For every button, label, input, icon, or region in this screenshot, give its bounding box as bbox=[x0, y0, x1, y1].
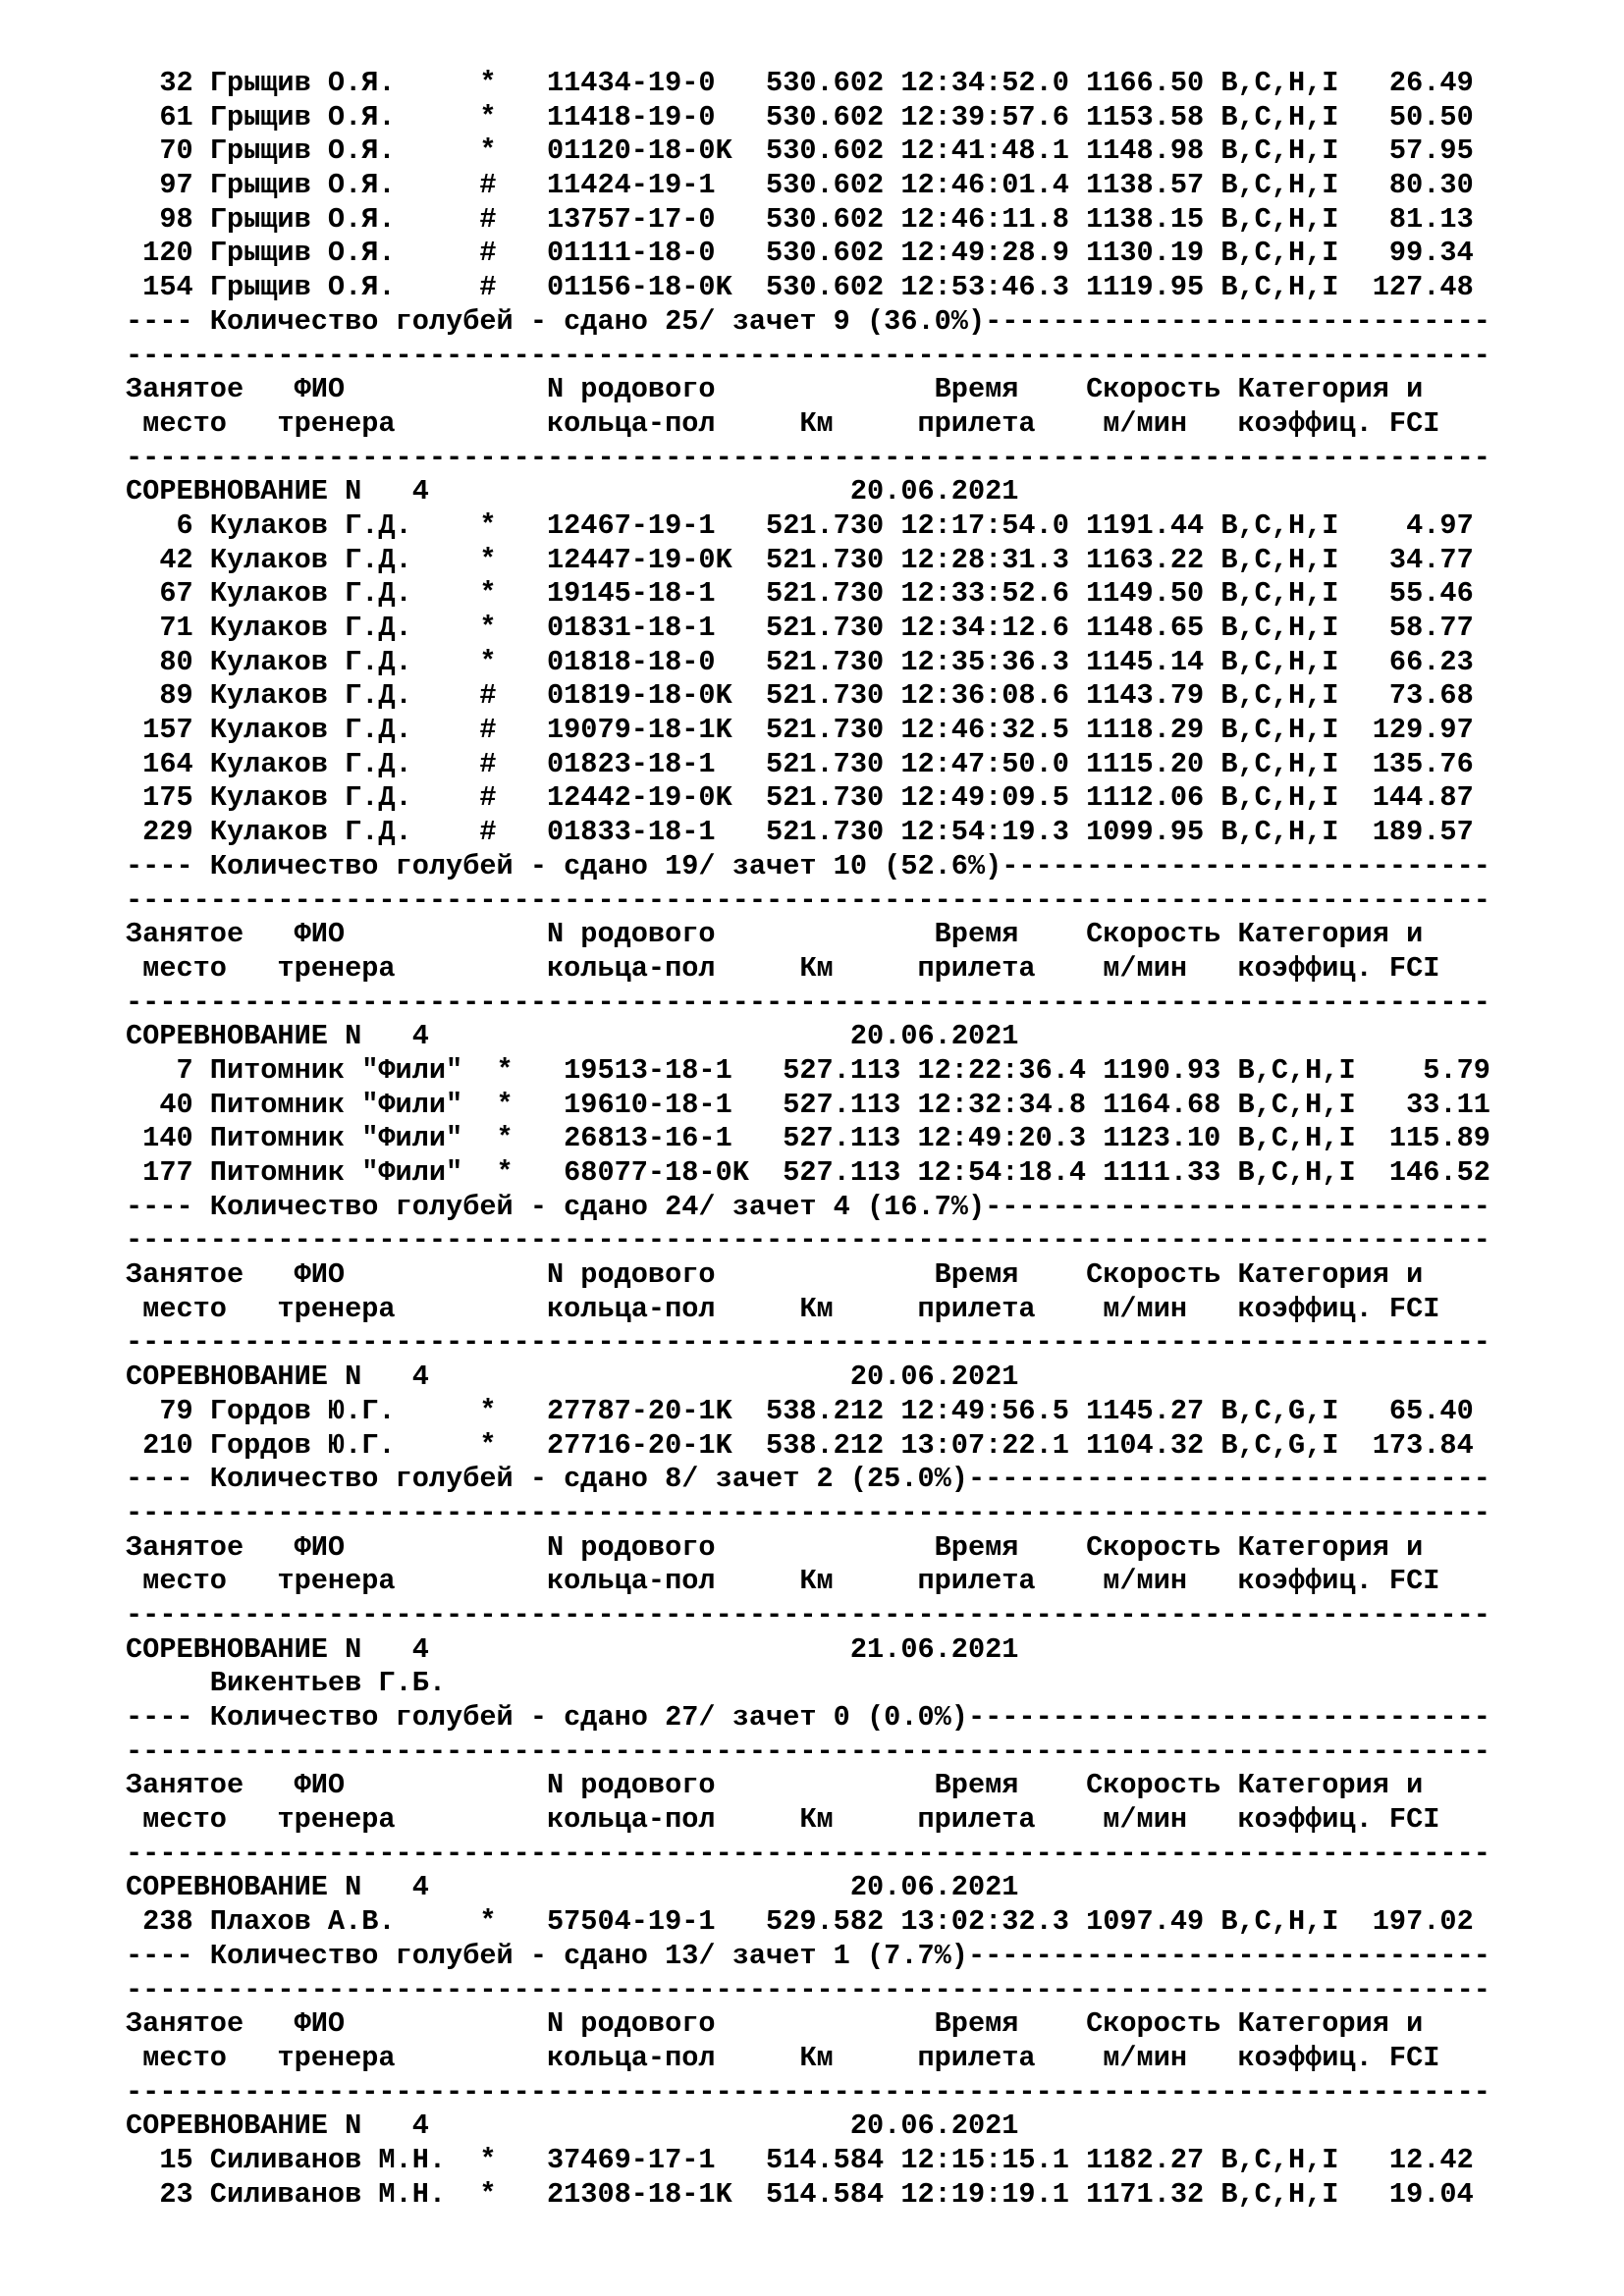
result-row: 229 Кулаков Г.Д. # 01833-18-1 521.730 12:54:19.3 1099.95 B,C,H,I 189.57 bbox=[126, 816, 1474, 849]
column-header-line: место тренера кольца-пол Км прилета м/мин коэффиц. FCI bbox=[126, 1292, 1440, 1325]
competition-header-line: СОРЕВНОВАНИЕ N 4 20.06.2021 bbox=[126, 2109, 1019, 2143]
separator-line: --------------------------------------------------------------------------------- bbox=[126, 1224, 1490, 1257]
column-header-line: Занятое ФИО N родового Время Скорость Категория и bbox=[126, 1769, 1424, 1802]
result-row: 7 Питомник "Фили" * 19513-18-1 527.113 12:22:36.4 1190.93 B,C,H,I 5.79 bbox=[126, 1053, 1490, 1087]
result-row: 120 Грыщив О.Я. # 01111-18-0 530.602 12:49:28.9 1130.19 B,C,H,I 99.34 bbox=[126, 237, 1474, 270]
separator-line: --------------------------------------------------------------------------------- bbox=[126, 986, 1490, 1019]
competition-header-line: СОРЕВНОВАНИЕ N 4 21.06.2021 bbox=[126, 1632, 1019, 1666]
competition-header-line: СОРЕВНОВАНИЕ N 4 20.06.2021 bbox=[126, 1020, 1019, 1053]
result-row: 67 Кулаков Г.Д. * 19145-18-1 521.730 12:33:52.6 1149.50 B,C,H,I 55.46 bbox=[126, 577, 1474, 611]
result-row: 23 Силиванов М.Н. * 21308-18-1K 514.584 12:19:19.1 1171.32 B,C,H,I 19.04 bbox=[126, 2177, 1474, 2211]
column-header-line: Занятое ФИО N родового Время Скорость Категория и bbox=[126, 1258, 1424, 1292]
column-header-line: место тренера кольца-пол Км прилета м/мин коэффиц. FCI bbox=[126, 2041, 1440, 2074]
result-row: 61 Грыщив О.Я. * 11418-19-0 530.602 12:39:57.6 1153.58 B,C,H,I 50.50 bbox=[126, 100, 1474, 133]
column-header-line: Занятое ФИО N родового Время Скорость Категория и bbox=[126, 373, 1424, 406]
competition-header-line: СОРЕВНОВАНИЕ N 4 20.06.2021 bbox=[126, 475, 1019, 508]
result-row: 140 Питомник "Фили" * 26813-16-1 527.113 12:49:20.3 1123.10 B,C,H,I 115.89 bbox=[126, 1122, 1490, 1155]
separator-line: --------------------------------------------------------------------------------- bbox=[126, 2075, 1490, 2109]
result-row: 157 Кулаков Г.Д. # 19079-18-1K 521.730 12:46:32.5 1118.29 B,C,H,I 129.97 bbox=[126, 714, 1474, 747]
result-row: 6 Кулаков Г.Д. * 12467-19-1 521.730 12:17:54.0 1191.44 B,C,H,I 4.97 bbox=[126, 508, 1474, 542]
result-row: 98 Грыщив О.Я. # 13757-17-0 530.602 12:46:11.8 1138.15 B,C,H,I 81.13 bbox=[126, 202, 1474, 236]
separator-line: --------------------------------------------------------------------------------- bbox=[126, 883, 1490, 917]
column-header-line: место тренера кольца-пол Км прилета м/мин коэффиц. FCI bbox=[126, 1565, 1440, 1598]
result-row: 210 Гордов Ю.Г. * 27716-20-1K 538.212 13:07:22.1 1104.32 B,C,G,I 173.84 bbox=[126, 1428, 1474, 1462]
separator-line: --------------------------------------------------------------------------------- bbox=[126, 1973, 1490, 2006]
separator-line: --------------------------------------------------------------------------------- bbox=[126, 1598, 1490, 1631]
result-row: 70 Грыщив О.Я. * 01120-18-0K 530.602 12:41:48.1 1148.98 B,C,H,I 57.95 bbox=[126, 134, 1474, 168]
results-printout bbox=[126, 67, 1490, 2212]
result-row: 164 Кулаков Г.Д. # 01823-18-1 521.730 12:47:50.0 1115.20 B,C,H,I 135.76 bbox=[126, 747, 1474, 780]
column-header-line: место тренера кольца-пол Км прилета м/мин коэффиц. FCI bbox=[126, 406, 1440, 440]
column-header-line: место тренера кольца-пол Км прилета м/мин коэффиц. FCI bbox=[126, 951, 1440, 985]
summary-line: ---- Количество голубей - сдано 24/ зачет 4 (16.7%)------------------------------ bbox=[126, 1190, 1490, 1223]
competition-header-line: СОРЕВНОВАНИЕ N 4 20.06.2021 bbox=[126, 1361, 1019, 1394]
separator-line: --------------------------------------------------------------------------------- bbox=[126, 1326, 1490, 1360]
result-row: 154 Грыщив О.Я. # 01156-18-0K 530.602 12:53:46.3 1119.95 B,C,H,I 127.48 bbox=[126, 271, 1474, 304]
column-header-line: Занятое ФИО N родового Время Скорость Категория и bbox=[126, 1530, 1424, 1564]
column-header-line: Занятое ФИО N родового Время Скорость Категория и bbox=[126, 2007, 1424, 2041]
summary-line: ---- Количество голубей - сдано 25/ зачет 9 (36.0%)------------------------------ bbox=[126, 304, 1490, 338]
result-row: 71 Кулаков Г.Д. * 01831-18-1 521.730 12:34:12.6 1148.65 B,C,H,I 58.77 bbox=[126, 612, 1474, 644]
summary-line: ---- Количество голубей - сдано 8/ зачет 2 (25.0%)------------------------------- bbox=[126, 1463, 1490, 1496]
separator-line: --------------------------------------------------------------------------------- bbox=[126, 1837, 1490, 1870]
column-header-line: Занятое ФИО N родового Время Скорость Категория и bbox=[126, 918, 1424, 951]
result-row: 42 Кулаков Г.Д. * 12447-19-0K 521.730 12:28:31.3 1163.22 B,C,H,I 34.77 bbox=[126, 543, 1474, 576]
summary-line: ---- Количество голубей - сдано 27/ зачет 0 (0.0%)------------------------------- bbox=[126, 1701, 1490, 1734]
result-row: 80 Кулаков Г.Д. * 01818-18-0 521.730 12:35:36.3 1145.14 B,C,H,I 66.23 bbox=[126, 645, 1474, 678]
summary-line: ---- Количество голубей - сдано 13/ зачет 1 (7.7%)------------------------------- bbox=[126, 1939, 1490, 1972]
result-row: 177 Питомник "Фили" * 68077-18-0K 527.113 12:54:18.4 1111.33 B,C,H,I 146.52 bbox=[126, 1156, 1490, 1189]
result-row: 79 Гордов Ю.Г. * 27787-20-1K 538.212 12:49:56.5 1145.27 B,C,G,I 65.40 bbox=[126, 1394, 1474, 1427]
separator-line: --------------------------------------------------------------------------------- bbox=[126, 339, 1490, 372]
separator-line: --------------------------------------------------------------------------------- bbox=[126, 1735, 1490, 1768]
result-row: 15 Силиванов М.Н. * 37469-17-1 514.584 12:15:15.1 1182.27 B,C,H,I 12.42 bbox=[126, 2143, 1474, 2176]
result-row: Викентьев Г.Б. bbox=[126, 1667, 447, 1700]
separator-line: --------------------------------------------------------------------------------- bbox=[126, 441, 1490, 474]
result-row: 238 Плахов А.В. * 57504-19-1 529.582 13:02:32.3 1097.49 B,C,H,I 197.02 bbox=[126, 1905, 1474, 1939]
column-header-line: место тренера кольца-пол Км прилета м/мин коэффиц. FCI bbox=[126, 1803, 1440, 1837]
summary-line: ---- Количество голубей - сдано 19/ зачет 10 (52.6%)----------------------------- bbox=[126, 849, 1490, 882]
competition-header-line: СОРЕВНОВАНИЕ N 4 20.06.2021 bbox=[126, 1871, 1019, 1904]
result-row: 32 Грыщив О.Я. * 11434-19-0 530.602 12:34:52.0 1166.50 B,C,H,I 26.49 bbox=[126, 67, 1474, 99]
separator-line: --------------------------------------------------------------------------------- bbox=[126, 1496, 1490, 1529]
result-row: 97 Грыщив О.Я. # 11424-19-1 530.602 12:46:01.4 1138.57 B,C,H,I 80.30 bbox=[126, 169, 1474, 202]
result-row: 40 Питомник "Фили" * 19610-18-1 527.113 12:32:34.8 1164.68 B,C,H,I 33.11 bbox=[126, 1088, 1490, 1121]
result-row: 89 Кулаков Г.Д. # 01819-18-0K 521.730 12:36:08.6 1143.79 B,C,H,I 73.68 bbox=[126, 679, 1474, 713]
result-row: 175 Кулаков Г.Д. # 12442-19-0K 521.730 12:49:09.5 1112.06 B,C,H,I 144.87 bbox=[126, 781, 1474, 815]
